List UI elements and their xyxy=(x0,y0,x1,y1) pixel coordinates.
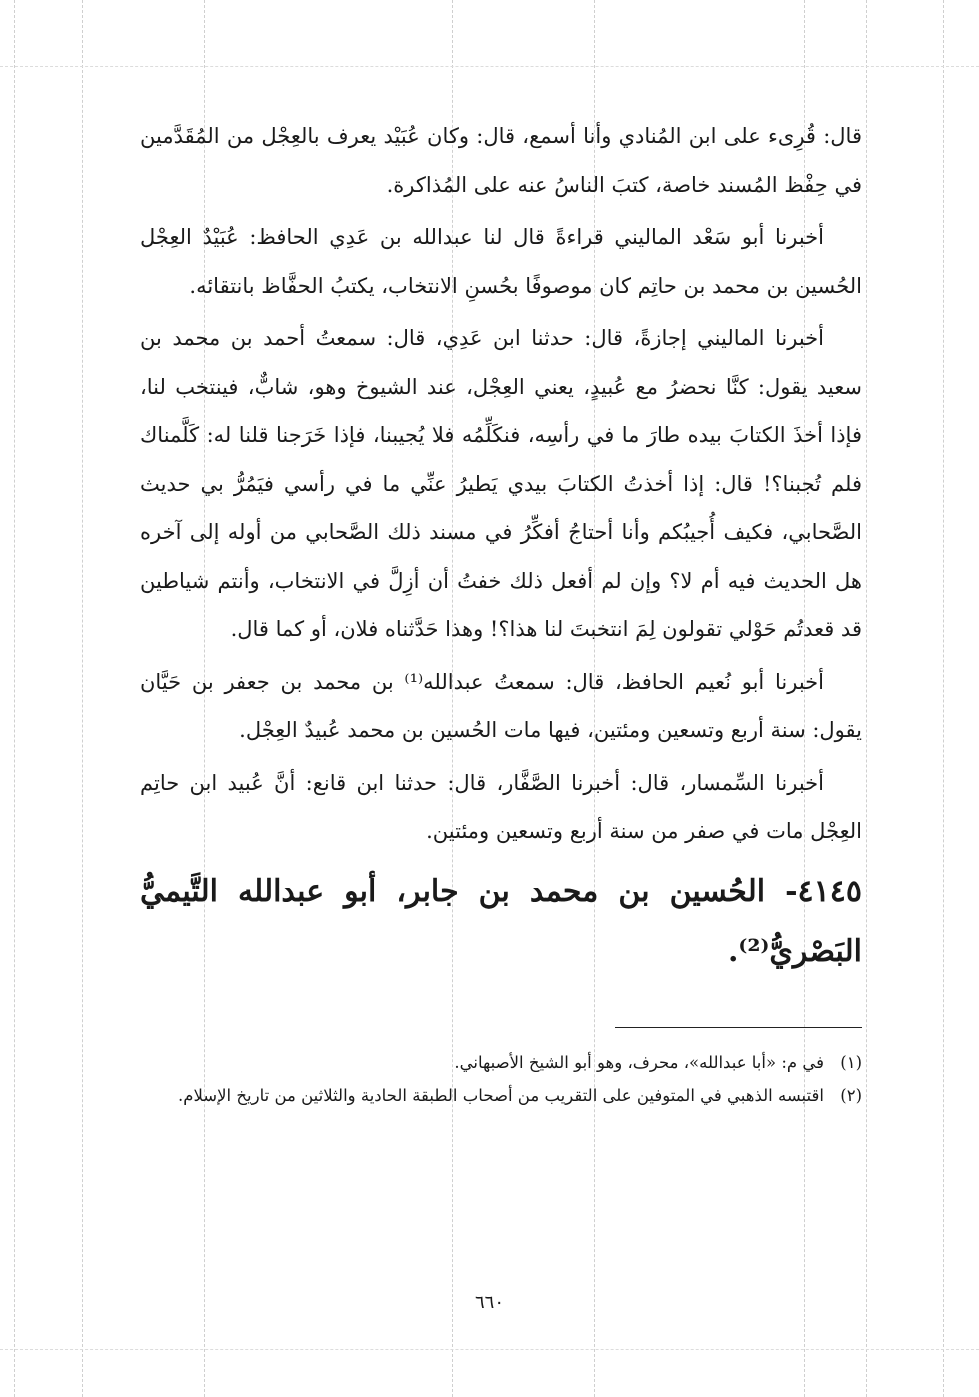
scan-guide-line xyxy=(943,0,944,1397)
footnote xyxy=(140,1046,862,1079)
paragraph: قال: قُرِىء على ابن المُنادي وأنا أسمع، قال: وكان عُبَيْد يعرف بالعِجْل من المُقَدَّمين في حِفْظ المُسند خاصة، كتبَ الناسُ عنه على المُذاكرة. xyxy=(140,124,862,197)
footnote-text: في م: «أبا عبدالله»، محرف، وهو أبو الشيخ الأصبهاني. xyxy=(454,1053,824,1072)
paragraph: أخبرنا الماليني إجازةً، قال: حدثنا ابن عَدِي، قال: سمعتُ أحمد بن محمد بن سعيد يقول: كنَّا نحضرُ مع عُبيدٍ، يعني العِجْل، عند الشيوخ وهو، شابٌّ، فينتخب لنا، فإذا أخذَ الكتابَ بيده طارَ ما في رأسِه، فنكَلِّمُه فلا يُجيبنا، فإذا خَرَجنا قلنا له: كَلَّمناك فلم تُجبنا؟! قال: إذا أخذتُ الكتابَ بيدي يَطيرُ عنِّي ما في رأسي فيَمُرُّ بي حديث الصَّحابي، فكيف أُجيبُكم وأنا أحتاجُ أفكِّرُ في مسند ذلك الصَّحابي من أوله إلى آخره هل الحديث فيه أم لا؟ وإن لم أفعل ذلك خفتُ أن أزِلَّ في الانتخاب، وأنتم شياطين قد قعدتُم حَوْلي تقولون لِمَ انتخبتَ لنا هذا؟! وهذا حَدَّثناه فلان، أو كما قال. xyxy=(140,326,862,641)
footnotes xyxy=(140,1046,862,1112)
paragraph: أخبرنا السِّمسار، قال: أخبرنا الصَّفَّار، قال: حدثنا ابن قانع: أنَّ عُبيد ابن حاتِم العِجْل مات في صفر من سنة أربع وتسعين ومئتين. xyxy=(140,770,862,843)
scan-guide-line xyxy=(866,0,867,1397)
scan-guide-line xyxy=(0,1349,979,1350)
footnote-separator xyxy=(615,1027,862,1028)
paragraph: أخبرنا أبو نُعيم الحافظ، قال: سمعتُ عبدالله⁽¹⁾ بن محمد بن جعفر بن حَيَّان يقول: سنة أربع وتسعين ومئتين، فيها مات الحُسين بن محمد عُبيدٌ العِجْل. xyxy=(140,669,862,742)
entry-heading: ٤١٤٥- الحُسين بن محمد بن جابر، أبو عبدالله التَّيميُّ البَصْريُّ⁽²⁾. xyxy=(140,873,862,969)
footnote-text: اقتبسه الذهبي في المتوفين على التقريب من أصحاب الطبقة الحادية والثلاثين من تاريخ الإسلام. xyxy=(178,1086,824,1105)
scan-guide-line xyxy=(14,0,15,1397)
footnote-number: (٢) xyxy=(840,1086,862,1105)
paragraph: أخبرنا أبو سَعْد الماليني قراءةً قال لنا عبدالله بن عَدِي الحافظ: عُبَيْدٌ العِجْل الحُسين بن محمد بن حاتِم كان موصوفًا بحُسنِ الانتخاب، يكتبُ الحفَّاظ بانتقائه. xyxy=(140,225,862,298)
footnote-number: (١) xyxy=(840,1053,862,1072)
scan-guide-line xyxy=(0,66,979,67)
main-text xyxy=(140,112,862,982)
scan-guide-line xyxy=(82,0,83,1397)
page-number: ٦٦٠ xyxy=(474,1292,504,1313)
footnote xyxy=(140,1079,862,1112)
